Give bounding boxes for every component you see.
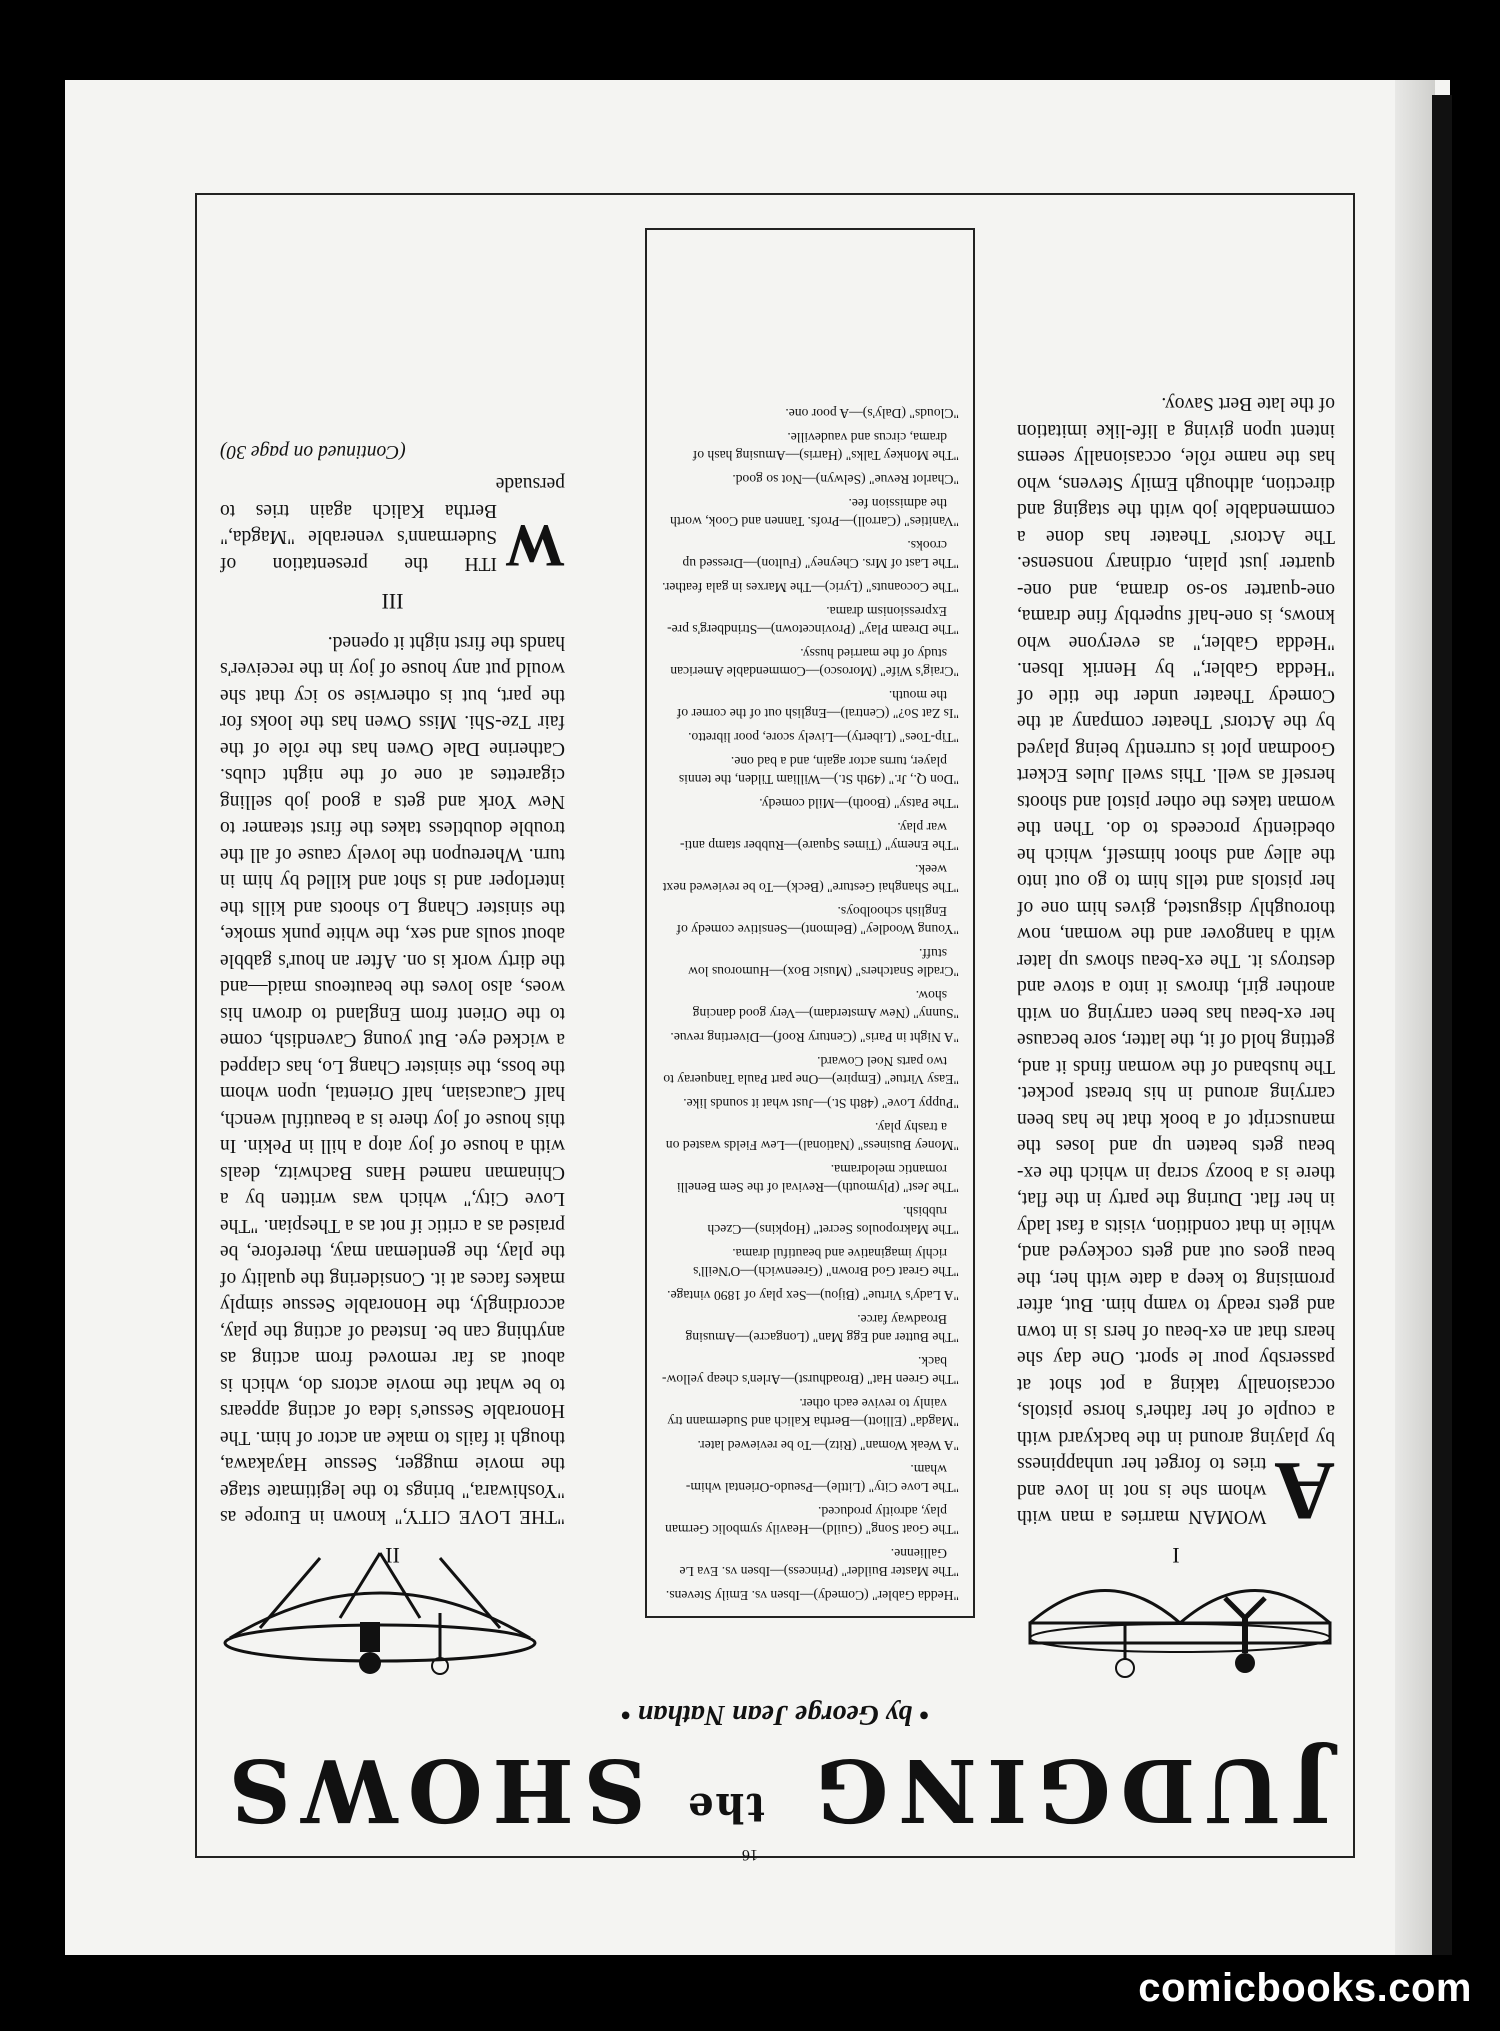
show-list-entry: "Craig's Wife" (Morosco)—Commendable American study of the married hussy. [670,646,959,679]
show-list-entry: "The Goat Song" (Guild)—Heavily symbolic German play, adroitly produced. [665,1504,959,1537]
show-list-entry: "The Shanghai Gesture" (Beck)—To be reviewed next week. [662,862,959,895]
column-two-show-list [645,228,975,1618]
stage-illustration-left [1015,1548,1335,1698]
show-list-entry: "The Enemy" (Times Square)—Rubber stamp anti-war play. [679,820,959,853]
show-list-entry: "Sunny" (New Amsterdam)—Very good dancing show. [692,988,959,1021]
show-list-entry: "The Master Builder" (Princess)—Ibsen vs. Eva Le Gallienne. [679,1546,959,1579]
show-list-entry: "Magda" (Elliott)—Bertha Kalich and Sudermann try vainly to revive each other. [667,1396,959,1429]
show-list-entry: "The Cocoanuts" (Lyric)—The Marxes in gala feather. [662,580,959,595]
show-list-entry: "The Monkey Talks" (Harris)—Amusing hash of drama, circus and vaudeville. [692,430,959,463]
show-list-entry: "Vanities" (Carroll)—Profs. Tannen and Cook, worth the admission fee. [670,496,959,529]
show-list-entry: "Is Zat So?" (Central)—English out of the corner of the mouth. [676,688,959,721]
show-list-entry: "Puppy Love" (48th St.)—Just what it sounds like. [683,1096,959,1111]
show-list-entry: "Don Q., Jr." (49th St.)—William Tilden, the tennis player, turns actor again, and a bad one. [678,754,959,787]
show-list-entry: "The Makropoulos Secret" (Hopkins)—Czech rubbish. [707,1204,959,1237]
show-list-entry: "A Weak Woman" (Ritz)—To be reviewed later. [697,1438,959,1453]
page-spine-shadow [1395,80,1435,1955]
show-list-entry: "The Dream Play" (Provincetown)—Strindberg's pre-Expressionism drama. [667,604,959,637]
show-list-entry: "Tip-Toes" (Liberty)—Lively score, poor libretto. [688,730,959,745]
show-list-entry: "A Night in Paris" (Century Roof)—Diverting revue. [670,1030,959,1045]
column-three-body-iii-wrap [220,470,565,579]
show-list-entry: "Easy Virtue" (Empire)—One part Paula Tanqueray to two parts Noel Coward. [663,1054,959,1087]
show-list-entry: "The Patsy" (Booth)—Mild comedy. [759,796,959,811]
byline: • by George Jean Nathan • [620,1699,930,1730]
show-list-entry: "Money Business" (National)—Lew Fields wasted on a trashy play. [665,1120,959,1153]
show-list-entry: "The Jest" (Plymouth)—Revival of the Sem Benelli romantic melodrama. [676,1162,959,1195]
column-three-body-ii: "THE LOVE CITY," known in Europe as "Yoshiwara," brings to the legitimate stage the movie mugger, Sessue Hayakawa, though it fails to make an actor of him. The Honorable Sessue's idea of acting appears to be what the movie actors do, which is about as far removed from acting as anything can be. Instead of acting the play, accordingly, the Honorable Sessue simply makes faces at it. Considering the quality of the play, the gentleman may, therefore, be praised as a critic if not as a Thespian. "The Love City," which was written by a Chinaman named Hans Bachwitz, deals with a house of joy atop a hill in Pekin. In this house of joy there is a beautiful wench, half Caucasian, half Oriental, upon whom the boss, the sinister Chang Lo, has clapped a wicked eye. But young Cavendish, come to the Orient from England to drown his woes, also loves the beauteous maid—and the dirty work is on. After an hour's gabble about souls and sex, the white punk smoke, the sinister Chang Lo shoots and kills the interloper and is shot and killed by him in turn. Whereupon the lovely cause of all the trouble doubtless takes the first steamer to New York and gets a good job selling cigarettes at one of the night clubs. Catherine Dale Owen has the rôle of the fair Tze-Shi. Miss Owen has the looks for the part, but is otherwise so icy that she would put any house of joy in the receiver's hands the first night it opened. [220,632,565,1528]
binding-edge [1432,95,1452,1955]
show-list-entry: "The Green Hat" (Broadhurst)—Arlen's cheap yellow-back. [661,1354,959,1387]
header [195,1593,1355,1858]
title-main: JUDGING [804,1739,1331,1840]
title-end: SHOWS [219,1739,647,1840]
section-three-numeral: III [381,589,404,615]
column-one-body: WOMAN marries a man with whom she is not in love and tries to forget her unhappiness by playing around in the backyard with a couple of her father's horse pistols, occasionally taking a pot shot at passersby pour le sport. One day she hears that an ex-beau of hers is in town and gets ready to vamp him. But, after promising to keep a date with her, the beau goes out and gets cockeyed and, while in that condition, visits a fast lady in her flat. During the party in the flat, there is a boozy scrap in which the ex-beau gets beaten up and loses the manuscript of a book that he has been carrying around in his breast pocket. The husband of the woman finds it and, getting hold of it, the latter, sore because her ex-beau has been carrying on with another girl, throws it into a stove and destroys it. The ex-beau shows up later with a hangover and the woman, now thoroughly disgusted, gives him one of her pistols and tells him to go out into the alley and shoot himself, which he obediently proceeds to do. Then the woman takes the other pistol and shoots herself as well. This swell Jules Eckert Goodman plot is currently being played by the Actors' Theater company at the Comedy Theater under the title of "Hedda Gabler," by Henrik Ibsen. "Hedda Gabler," as everyone who knows, is one-half superbly fine drama, one-quarter so-so drama, and one-quarter just plain, ordinary nonsense. The Actors' Theater has done a commendable job with the staging and direction, although Emily Stevens, who has the name rôle, occasionally seems intent upon giving a life-like imitation of the late Bert Savoy. [1017,393,1335,1528]
show-list-entry: "Young Woodley" (Belmont)—Sensitive comedy of English schoolboys. [676,904,959,937]
watermark-url[interactable]: comicbooks.com [1138,1966,1472,2010]
title-the: the [685,1784,765,1831]
drop-cap-w: W [505,513,565,579]
section-one-numeral: I [1172,1543,1180,1568]
show-list-entry: "A Lady's Virtue" (Bijou)—Sex play of 1890 vintage. [667,1288,959,1303]
show-list-entry: "Cradle Snatchers" (Music Box)—Humorous low stuff. [688,946,959,979]
column-three [220,438,565,1569]
show-list-entry: "Charlot Revue" (Selwyn)—Not so good. [732,472,959,487]
column-one [1017,390,1335,1568]
column-one-text [1017,390,1335,1538]
show-list-entry: "Hedda Gabler" (Comedy)—Ibsen vs. Emily Stevens. [665,1588,959,1603]
show-list-entry: "The Butter and Egg Man" (Longacre)—Amusing Broadway farce. [685,1312,959,1345]
drop-cap-a: A [1274,1444,1335,1538]
section-two-numeral: II [385,1543,400,1568]
column-three-body-iii: ITH the presentation of Sudermann's venerable "Magda," Bertha Kalich again tries to persuade [220,473,565,574]
page-number: 16 [742,1846,758,1863]
show-list-entry: "The Last of Mrs. Cheyney" (Fulton)—Dressed up crooks. [682,538,959,571]
continued-note: (Continued on page 30) [220,441,406,462]
show-list-entry: "Clouds" (Daly's)—A poor one. [785,406,959,421]
page-title [195,1739,1355,1840]
upside-down-page-content [195,193,1355,1858]
stage-illustration-right [220,1548,540,1698]
show-list-entry: "The Love City" (Little)—Pseudo-Oriental whim-wham. [685,1462,959,1495]
show-list-entry: "The Great God Brown" (Greenwich)—O'Neill's richly imaginative and beautiful drama. [693,1246,959,1279]
